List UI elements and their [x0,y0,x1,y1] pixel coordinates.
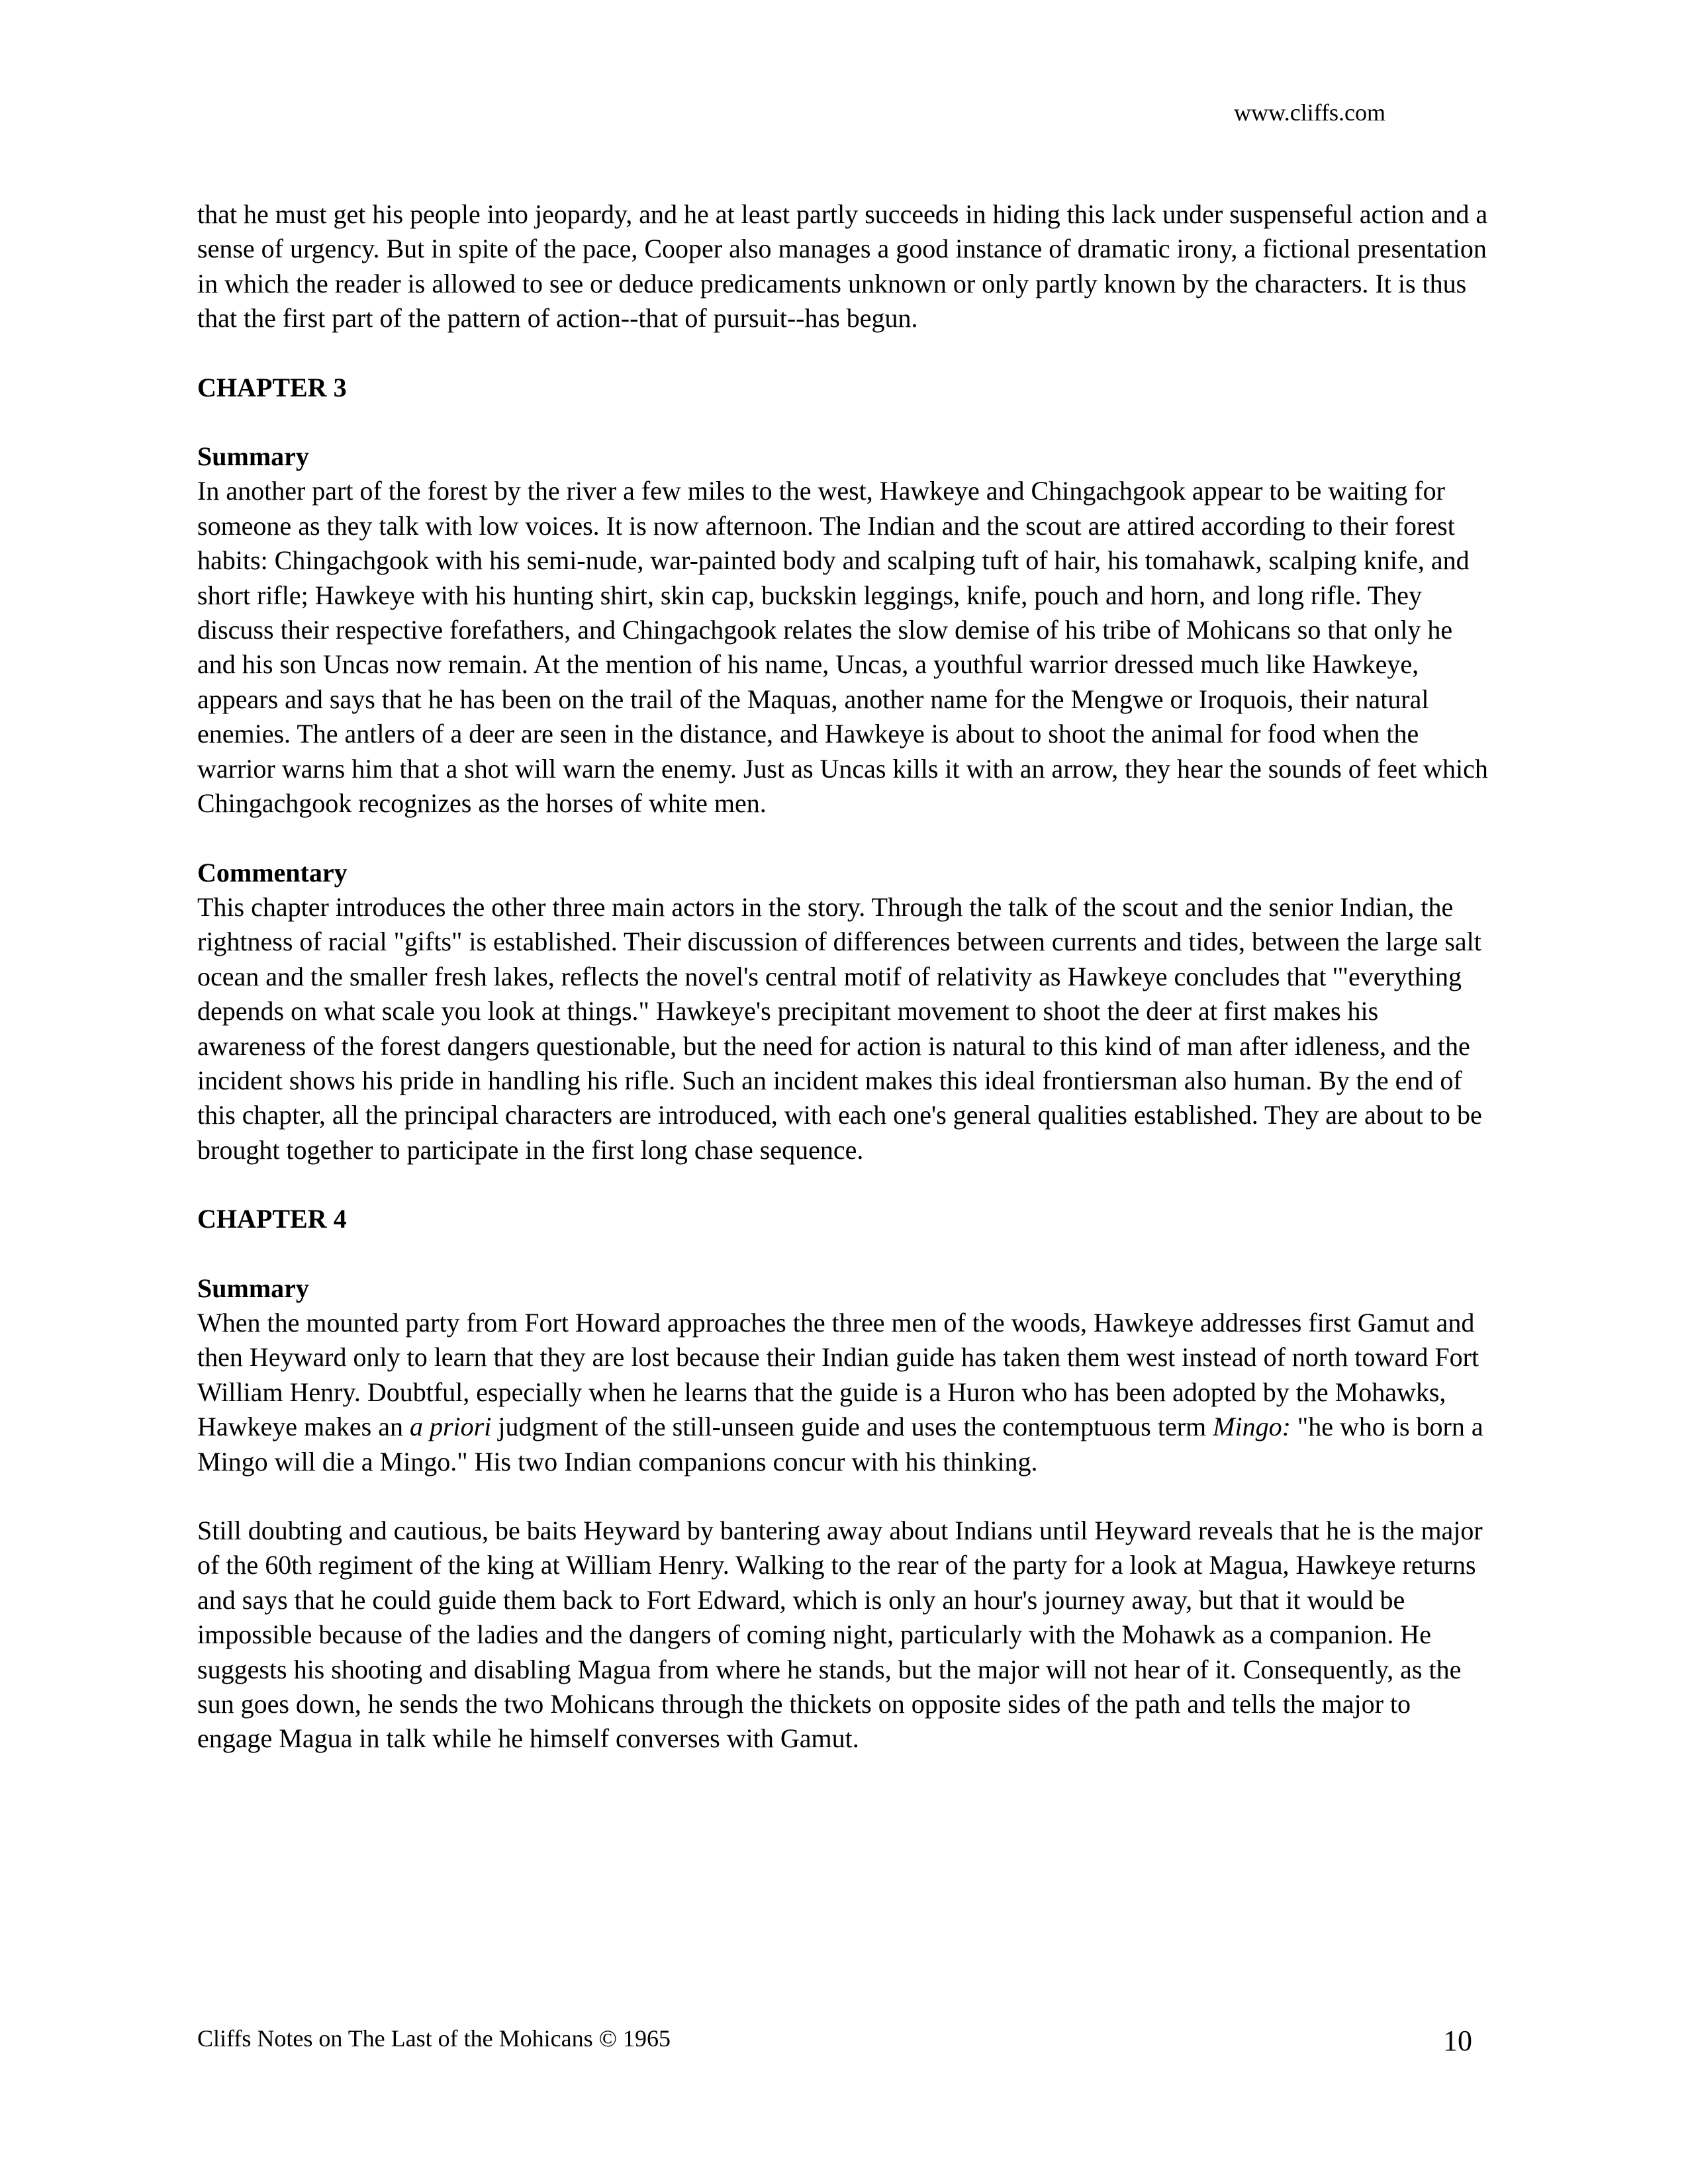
footer-source: Cliffs Notes on The Last of the Mohicans © 1965 [197,2025,671,2052]
chapter-4-title: CHAPTER 4 [197,1204,347,1234]
chapter-4-paragraph-2: Still doubting and cautious, be baits Heyward by bantering away about Indians until Heyward reveals that he is the major of the 60th regiment of the king at William Henry. Walking to the rear of the party for a look at Magua, Hawkeye returns and says that he could guide them back to Fort Edward, which is only an hour's journey away, but that it would be impossible because of the ladies and the dangers of coming night, particularly with the Mohawk as a companion. He suggests his shooting and disabling Magua from where he stands, but the major will not hear of it. Consequently, as the sun goes down, he sends the two Mohicans through the thickets on opposite sides of the path and tells the major to engage Magua in talk while he himself converses with Gamut. [197,1516,1483,1754]
chapter-3-summary: In another part of the forest by the river a few miles to the west, Hawkeye and Chingachgook appear to be waiting for someone as they talk with low voices. It is now afternoon. The Indian and the scout are attired according to their forest habits: Chingachgook with his semi-nude, war-painted body and scalping tuft of hair, his tomahawk, scalping knife, and short rifle; Hawkeye with his hunting shirt, skin cap, buckskin leggings, knife, pouch and horn, and long rifle. They discuss their respective forefathers, and Chingachgook relates the slow demise of his tribe of Mohicans so that only he and his son Uncas now remain. At the mention of his name, Uncas, a youthful warrior dressed much like Hawkeye, appears and says that he has been on the trail of the Maquas, another name for the Mengwe or Iroquois, their natural enemies. The antlers of a deer are seen in the distance, and Hawkeye is about to shoot the animal for food when the warrior warns him that a shot will warn the enemy. Just as Uncas kills it with an arrow, they hear the sounds of feet which Chingachgook recognizes as the horses of white men. [197,476,1488,819]
page-number: 10 [1443,2025,1472,2057]
intro-paragraph: that he must get his people into jeopardy, and he at least partly succeeds in hiding this lack under suspenseful action and a sense of urgency. But in spite of the pace, Cooper also manages a good instance of dramatic irony, a fictional presentation in which the reader is allowed to see or deduce predicaments unknown or only partly known by the characters. It is thus that the first part of the pattern of action--that of pursuit--has begun. [197,199,1488,334]
italic-a-priori: a priori [409,1412,492,1442]
italic-mingo: Mingo: [1213,1412,1291,1442]
header-url: www.cliffs.com [1234,99,1385,126]
chapter-3-commentary-label: Commentary [197,857,348,887]
chapter-3-commentary: This chapter introduces the other three main actors in the story. Through the talk of the scout and the senior Indian, the rightness of racial "gifts" is established. Their discussion of differences between currents and tides, between the large salt ocean and the smaller fresh lakes, reflects the novel's central motif of relativity as Hawkeye concludes that '"everything depends on what scale you look at things." Hawkeye's precipitant movement to shoot the deer at first makes his awareness of the forest dangers questionable, but the need for action is natural to this kind of man after idleness, and the incident shows his pride in handling his rifle. Such an incident makes this ideal frontiersman also human. By the end of this chapter, all the principal characters are introduced, with each one's general qualities established. They are about to be brought together to participate in the first long chase sequence. [197,891,1482,1165]
chapter-4-summary: When the mounted party from Fort Howard approaches the three men of the woods, Hawkeye addresses first Gamut and then Heyward only to learn that they are lost because their Indian guide has taken them west instead of north toward Fort William Henry. Doubtful, especially when he learns that the guide is a Huron who has been adopted by the Mohawks, Hawkeye makes an a priori judgment of the still-unseen guide and uses the contemptuous term Mingo: "he who is born a Mingo will die a Mingo." His two Indian companions concur with his thinking. [197,1307,1483,1477]
chapter-3-title: CHAPTER 3 [197,372,347,402]
chapter-4-summary-label: Summary [197,1273,309,1303]
document-body [197,197,1488,1756]
chapter-3-summary-label: Summary [197,441,309,472]
